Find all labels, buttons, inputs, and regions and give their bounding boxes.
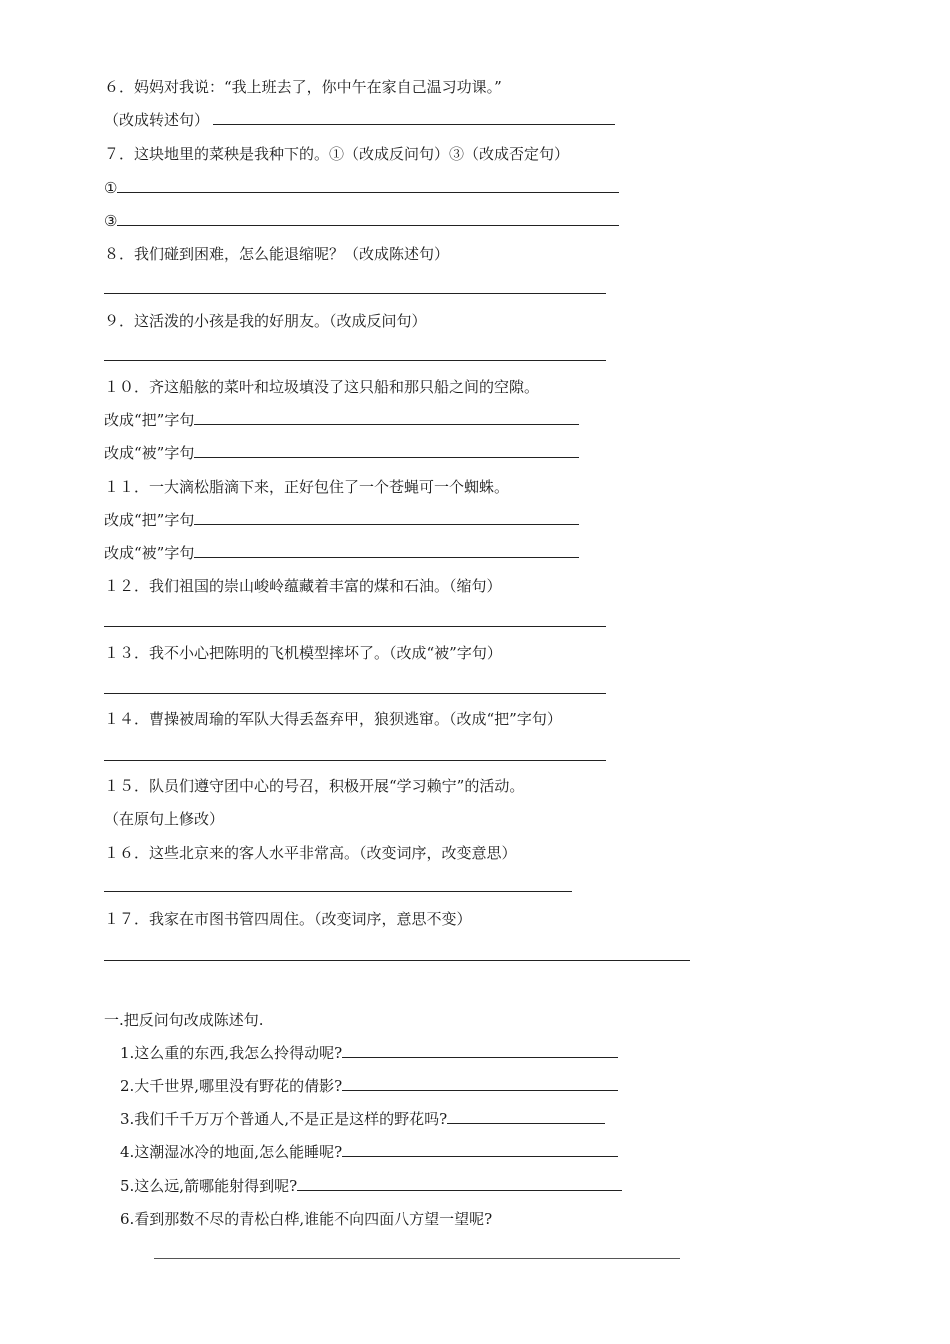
q13-answer-line[interactable] <box>104 693 606 694</box>
q6-sentence: ６．妈妈对我说：“我上班去了，你中午在家自己温习功课。” <box>104 78 502 96</box>
q15-instruction: （在原句上修改） <box>104 810 225 828</box>
q7-answer-row-3 <box>104 211 619 231</box>
q6-answer-row <box>104 110 615 130</box>
q6-answer-blank[interactable] <box>213 110 615 125</box>
item-5-blank[interactable] <box>297 1176 622 1191</box>
item-5-text: 5.这么远,箭哪能射得到呢? <box>120 1177 298 1195</box>
item-6-answer-line[interactable] <box>154 1258 680 1259</box>
section-b-title: 一.把反问句改成陈述句. <box>104 1011 264 1029</box>
section-b-item-2 <box>120 1076 618 1096</box>
q10-sentence: １０．齐这船舷的菜叶和垃圾填没了这只船和那只船之间的空隙。 <box>104 378 540 396</box>
q7-marker-1: ① <box>104 179 118 197</box>
q10-ba-blank[interactable] <box>194 410 579 425</box>
q10-ba-label: 改成“把”字句 <box>104 411 195 429</box>
item-2-blank[interactable] <box>342 1076 618 1091</box>
q10-bei-blank[interactable] <box>194 443 579 458</box>
q14-answer-line[interactable] <box>104 760 606 761</box>
section-b-item-5 <box>120 1176 622 1196</box>
section-b-item-6: 6.看到那数不尽的青松白桦,谁能不向四面八方望一望呢? <box>120 1210 493 1228</box>
q7-answer-blank-3[interactable] <box>117 211 619 226</box>
q7-marker-3: ③ <box>104 212 118 230</box>
q10-bei-row <box>104 443 579 463</box>
item-1-text: 1.这么重的东西,我怎么拎得动呢? <box>120 1044 343 1062</box>
q7-answer-row-1 <box>104 178 619 198</box>
q9-answer-line[interactable] <box>104 360 606 361</box>
q6-instruction: （改成转述句） <box>104 111 210 129</box>
q11-ba-row <box>104 510 579 530</box>
q13-sentence: １３．我不小心把陈明的飞机模型摔坏了。（改成“被”字句） <box>104 644 502 662</box>
q12-answer-line[interactable] <box>104 626 606 627</box>
q7-sentence: ７．这块地里的菜秧是我种下的。①（改成反问句）③（改成否定句） <box>104 145 570 163</box>
q10-bei-label: 改成“被”字句 <box>104 444 195 462</box>
item-3-blank[interactable] <box>447 1109 605 1124</box>
q12-sentence: １２．我们祖国的崇山峻岭蕴藏着丰富的煤和石油。（缩句） <box>104 577 502 595</box>
q10-ba-row <box>104 410 579 430</box>
q11-ba-label: 改成“把”字句 <box>104 511 195 529</box>
q11-bei-label: 改成“被”字句 <box>104 544 195 562</box>
q15-sentence: １５．队员们遵守团中心的号召，积极开展“学习赖宁”的活动。 <box>104 777 525 795</box>
item-4-blank[interactable] <box>342 1142 618 1157</box>
item-3-text: 3.我们千千万万个普通人,不是正是这样的野花吗? <box>120 1110 448 1128</box>
item-2-text: 2.大千世界,哪里没有野花的倩影? <box>120 1077 343 1095</box>
q11-sentence: １１．一大滴松脂滴下来，正好包住了一个苍蝇可一个蜘蛛。 <box>104 478 510 496</box>
q17-answer-line[interactable] <box>104 960 690 961</box>
q8-sentence: ８．我们碰到困难，怎么能退缩呢？（改成陈述句） <box>104 245 450 263</box>
item-1-blank[interactable] <box>342 1043 618 1058</box>
section-b-item-1 <box>120 1043 618 1063</box>
q9-sentence: ９．这活泼的小孩是我的好朋友。（改成反问句） <box>104 312 427 330</box>
q11-bei-row <box>104 543 579 563</box>
q17-sentence: １７．我家在市图书管四周住。（改变词序，意思不变） <box>104 910 472 928</box>
q16-answer-line[interactable] <box>104 891 572 892</box>
q16-sentence: １６．这些北京来的客人水平非常高。（改变词序，改变意思） <box>104 844 517 862</box>
section-b-item-4 <box>120 1142 618 1162</box>
q11-bei-blank[interactable] <box>194 543 579 558</box>
section-b-item-3 <box>120 1109 605 1129</box>
item-4-text: 4.这潮湿冰冷的地面,怎么能睡呢? <box>120 1143 343 1161</box>
q11-ba-blank[interactable] <box>194 510 579 525</box>
q7-answer-blank-1[interactable] <box>117 178 619 193</box>
q8-answer-line[interactable] <box>104 293 606 294</box>
q14-sentence: １４．曹操被周瑜的军队大得丢盔弃甲，狼狈逃窜。（改成“把”字句） <box>104 710 562 728</box>
